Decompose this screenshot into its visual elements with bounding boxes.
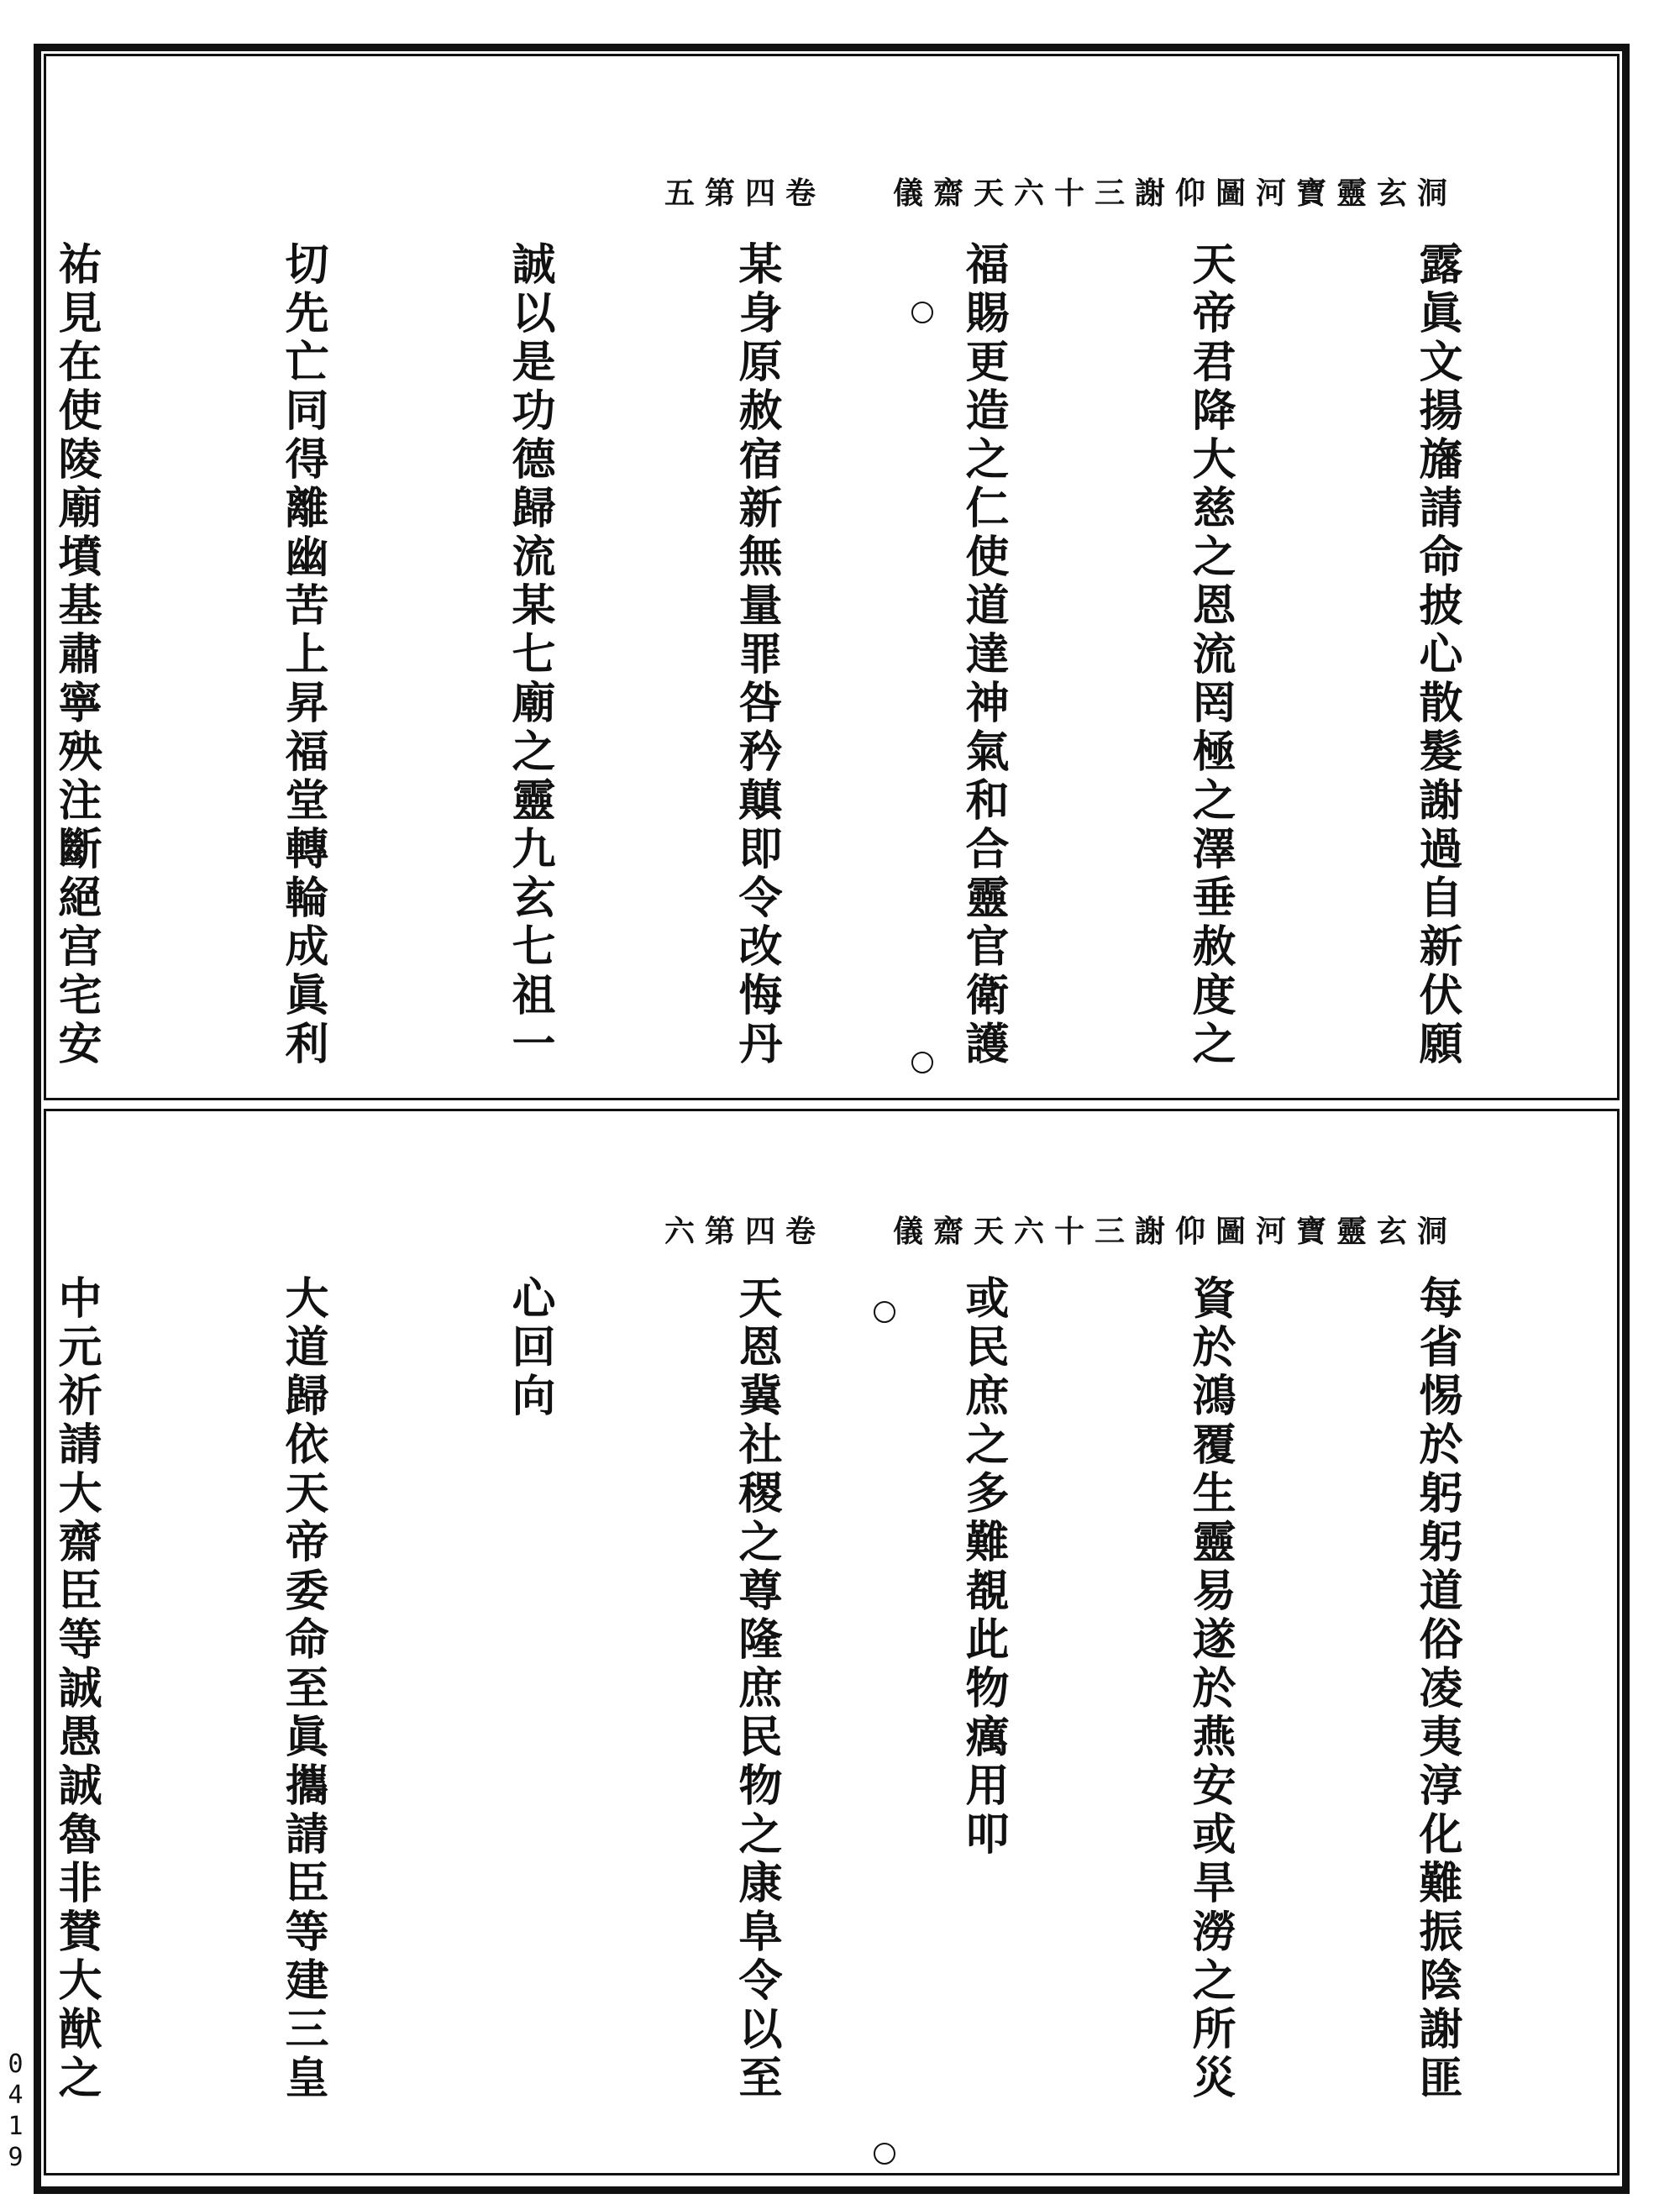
- top-leaf-header-title: 洞玄靈寶河圖仰謝三十六天齋儀: [892, 175, 1457, 211]
- text-column: 天恩冀社稷之尊隆庶民物之康阜令以至: [731, 1275, 782, 2103]
- text-column: 某身原赦宿新無量罪咎矜㒹即令改悔丹: [731, 241, 782, 1069]
- text-column: 誠以是功德歸流某七廟之靈九玄七祖一: [504, 241, 555, 1069]
- text-column: 露眞文揚旛請命披心散髮謝過自新伏願: [1411, 241, 1462, 1069]
- top-leaf-text: [50, 241, 1625, 1073]
- bottom-leaf: [44, 1109, 1620, 2175]
- text-column: 祐見在使陵廟墳基肅寧殃注斷絕宫宅安: [50, 241, 102, 1069]
- bottom-leaf-header: [664, 1212, 1457, 1249]
- section-circle-mark: [874, 1301, 895, 1323]
- section-circle-mark: [911, 302, 933, 323]
- text-column: 大道歸依天帝委命至眞攜請臣等建三皇: [277, 1275, 328, 2103]
- text-column: 天帝君降大慈之恩流罔極之澤垂赦度之: [1184, 241, 1236, 1069]
- bottom-leaf-text: [50, 1275, 1625, 2149]
- text-column: 心回向: [504, 1275, 555, 1421]
- text-column: 切先亡同得離幽苦上昇福堂轉輪成眞利: [277, 241, 328, 1069]
- text-column: 或民庶之多難覩此物癘用叩: [958, 1275, 1009, 1860]
- text-column: 資於鴻覆生靈易遂於燕安或旱澇之所災: [1184, 1275, 1236, 2103]
- text-column: 每省惕於躬躬道俗凌夷淳化難振陰謝匪: [1411, 1275, 1462, 2103]
- text-column: 中元祈請大齋臣等誠愚誠魯非賛大猷之: [50, 1275, 102, 2103]
- top-leaf-header: [664, 174, 1457, 211]
- top-leaf: [44, 54, 1620, 1100]
- text-column: 福賜更造之仁使道達神氣和合靈官衛護: [958, 241, 1009, 1069]
- section-circle-mark: [911, 1052, 933, 1073]
- section-circle-mark: [874, 2143, 895, 2165]
- page-number: 0419: [1, 2049, 30, 2174]
- bottom-leaf-header-title: 洞玄靈寶河圖仰謝三十六天齋儀: [892, 1213, 1457, 1249]
- top-leaf-header-juan: 卷四第五: [664, 175, 826, 211]
- bottom-leaf-header-juan: 卷四第六: [664, 1213, 826, 1249]
